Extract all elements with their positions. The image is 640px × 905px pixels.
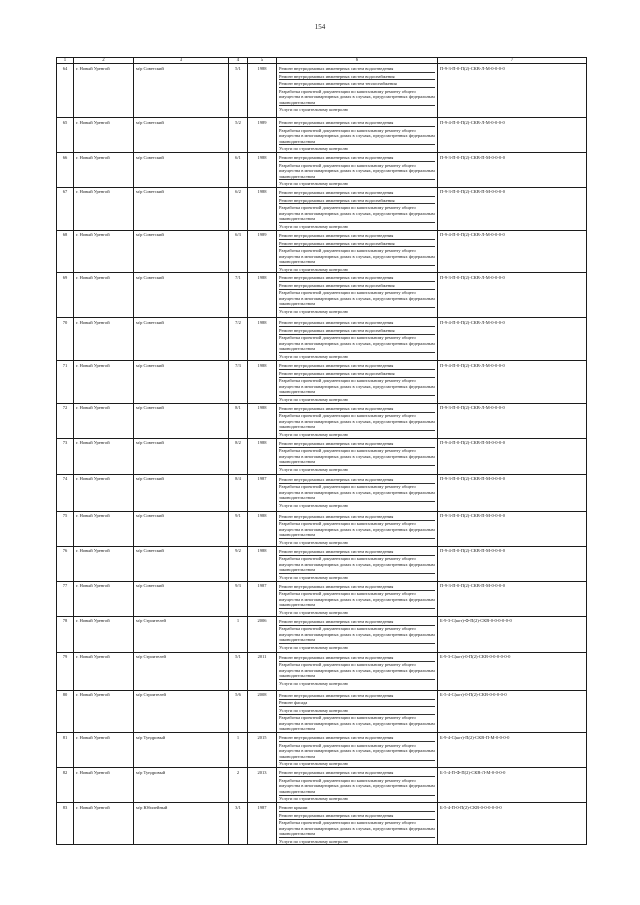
work-item: Ремонт внутридомовых инженерных систем водоотведения	[279, 618, 435, 625]
district-cell: м/р Строителей	[134, 690, 229, 732]
work-item: Ремонт внутридомовых инженерных систем водоотведения	[279, 66, 435, 73]
table-row	[57, 546, 587, 581]
page-number: 154	[314, 23, 326, 31]
work-item: Разработка проектной документации по капитальному ремонту общего имущества в многоквартирных домах в случаях, предусмотренных федеральным законодательством	[279, 448, 435, 465]
row-number: 76	[57, 546, 74, 581]
district-cell: м/р Советский	[134, 511, 229, 546]
district-cell: м/р Советский	[134, 187, 229, 230]
work-item: Разработка проектной документации по капитальному ремонту общего имущества в многоквартирных домах в случаях, предусмотренных федеральным законодательством	[279, 662, 435, 679]
works-cell	[277, 733, 438, 768]
register-table	[56, 57, 587, 845]
work-item: Ремонт внутридомовых инженерных систем водоотведения	[279, 363, 435, 370]
city-cell: г. Новый Уренгой	[74, 803, 134, 845]
work-item: Услуги по строительному контролю	[279, 838, 348, 844]
work-item: Ремонт внутридомовых инженерных систем водоотведения	[279, 232, 435, 239]
row-number: 80	[57, 690, 74, 732]
object-code: П-9-4-П-0-П(2)-СКВ-Л-М-0-0-0-0	[438, 118, 587, 153]
city-cell: г. Новый Уренгой	[74, 474, 134, 511]
works-cell	[277, 768, 438, 803]
city-cell: г. Новый Уренгой	[74, 616, 134, 652]
works-cell	[277, 511, 438, 546]
work-item: Услуги по строительному контролю	[279, 353, 348, 359]
works-cell	[277, 118, 438, 153]
table-row	[57, 118, 587, 153]
year-cell: 1988	[248, 403, 277, 438]
row-number: 77	[57, 581, 74, 616]
district-cell: м/р Советский	[134, 230, 229, 272]
year-cell: 1988	[248, 153, 277, 188]
table-row	[57, 403, 587, 438]
object-code: Б-9-3-С(кот)-0-П(2)-СКВ-0-0-0-0-0-0	[438, 652, 587, 690]
district-cell: м/р Советский	[134, 581, 229, 616]
row-number: 78	[57, 616, 74, 652]
work-item: Разработка проектной документации по капитальному ремонту общего имущества в многоквартирных домах в случаях, предусмотренных федеральным законодательством	[279, 248, 435, 265]
work-item: Разработка проектной документации по капитальному ремонту общего имущества в многоквартирных домах в случаях, предусмотренных федеральным законодательством	[279, 88, 435, 105]
year-cell: 1989	[248, 118, 277, 153]
work-item: Разработка проектной документации по капитальному ремонту общего имущества в многоквартирных домах в случаях, предусмотренных федеральным законодательством	[279, 378, 435, 395]
year-cell: 2011	[248, 652, 277, 690]
work-item: Услуги по строительному контролю	[279, 181, 348, 187]
row-number: 82	[57, 768, 74, 803]
works-cell	[277, 438, 438, 474]
work-item: Ремонт внутридомовых инженерных систем водоотведения	[279, 692, 435, 699]
work-item: Ремонт внутридомовых инженерных систем водоснабжения	[279, 197, 435, 204]
object-code: П-9-4-П-0-П(2)-СКВ-Л-М-0-0-0-0	[438, 361, 587, 403]
work-item: Услуги по строительному контролю	[279, 761, 348, 767]
table-row	[57, 690, 587, 732]
work-item: Ремонт внутридомовых инженерных систем водоотведения	[279, 513, 435, 520]
work-item: Услуги по строительному контролю	[279, 680, 348, 686]
work-item: Разработка проектной документации по капитальному ремонту общего имущества в многоквартирных домах в случаях, предусмотренных федеральным законодательством	[279, 591, 435, 608]
year-cell: 1988	[248, 361, 277, 403]
district-cell: м/р Советский	[134, 403, 229, 438]
work-item: Ремонт внутридомовых инженерных систем водоотведения	[279, 812, 435, 819]
work-item: Услуги по строительному контролю	[279, 107, 348, 113]
year-cell: 1987	[248, 474, 277, 511]
row-number: 74	[57, 474, 74, 511]
object-code: П-9-3-П-0-П(2)-СКВ-П-М-0-0-0-0	[438, 187, 587, 230]
row-number: 72	[57, 403, 74, 438]
object-code: П-9-4-П-0-П(2)-СКВ-П-М-0-0-0-0	[438, 546, 587, 581]
city-cell: г. Новый Уренгой	[74, 733, 134, 768]
city-cell: г. Новый Уренгой	[74, 273, 134, 318]
row-number: 79	[57, 652, 74, 690]
house-number-cell: 1	[229, 733, 248, 768]
work-item: Разработка проектной документации по капитальному ремонту общего имущества в многоквартирных домах в случаях, предусмотренных федеральным законодательством	[279, 335, 435, 352]
house-number-cell: 1	[229, 616, 248, 652]
work-item: Ремонт фасада	[279, 700, 435, 707]
district-cell: м/р Советский	[134, 118, 229, 153]
object-code: П-9-3-П-0-П(2)-СКВ-Л-М-0-0-0-0	[438, 403, 587, 438]
table-row	[57, 230, 587, 272]
work-item: Ремонт внутридомовых инженерных систем водоотведения	[279, 476, 435, 483]
column-number: 4	[229, 58, 248, 64]
work-item: Разработка проектной документации по капитальному ремонту общего имущества в многоквартирных домах в случаях, предусмотренных федеральным законодательством	[279, 820, 435, 837]
house-number-cell: 8/4	[229, 474, 248, 511]
object-code: П-9-3-П-0-П(2)-СКВ-П-М-0-0-0-0	[438, 581, 587, 616]
table-row	[57, 273, 587, 318]
column-number: 3	[134, 58, 229, 64]
district-cell: м/р Юбилейный	[134, 803, 229, 845]
work-item: Услуги по строительному контролю	[279, 431, 348, 437]
work-item: Ремонт внутридомовых инженерных систем водоснабжения	[279, 327, 435, 334]
house-number-cell: 6/1	[229, 153, 248, 188]
district-cell: м/р Советский	[134, 438, 229, 474]
table-row	[57, 733, 587, 768]
district-cell: м/р Строителей	[134, 652, 229, 690]
year-cell: 1987	[248, 803, 277, 845]
house-number-cell: 9/3	[229, 581, 248, 616]
work-item: Услуги по строительному контролю	[279, 574, 348, 580]
object-code: Б-5-4-П-0-П(2)-СКВ-0-0-0-0-0-0	[438, 803, 587, 845]
table-row	[57, 318, 587, 361]
object-code: П-9-3-П-0-П(2)-СКВ-П-М-0-0-0-0	[438, 153, 587, 188]
year-cell: 1987	[248, 581, 277, 616]
city-cell: г. Новый Уренгой	[74, 438, 134, 474]
row-number: 67	[57, 187, 74, 230]
house-number-cell: 8/1	[229, 403, 248, 438]
work-item: Разработка проектной документации по капитальному ремонту общего имущества в многоквартирных домах в случаях, предусмотренных федеральным законодательством	[279, 162, 435, 179]
work-item: Разработка проектной документации по капитальному ремонту общего имущества в многоквартирных домах в случаях, предусмотренных федеральным законодательством	[279, 205, 435, 222]
work-item: Разработка проектной документации по капитальному ремонту общего имущества в многоквартирных домах в случаях, предусмотренных федеральным законодательством	[279, 777, 435, 794]
work-item: Ремонт внутридомовых инженерных систем водоснабжения	[279, 73, 435, 80]
works-cell	[277, 474, 438, 511]
work-item: Услуги по строительному контролю	[279, 308, 348, 314]
row-number: 83	[57, 803, 74, 845]
city-cell: г. Новый Уренгой	[74, 230, 134, 272]
works-cell	[277, 153, 438, 188]
object-code: П-9-4-П-0-П(2)-СКВ-Л-М-0-0-0-0	[438, 230, 587, 272]
work-item: Услуги по строительному контролю	[279, 146, 348, 152]
table-row	[57, 616, 587, 652]
row-number: 81	[57, 733, 74, 768]
work-item: Ремонт внутридомовых инженерных систем водоотведения	[279, 405, 435, 412]
work-item: Ремонт внутридомовых инженерных систем водоотведения	[279, 275, 435, 282]
district-cell: м/р Советский	[134, 318, 229, 361]
district-cell: м/р Советский	[134, 361, 229, 403]
year-cell: 1988	[248, 546, 277, 581]
work-item: Ремонт внутридомовых инженерных систем водоотведения	[279, 735, 435, 742]
work-item: Услуги по строительному контролю	[279, 396, 348, 402]
work-item: Услуги по строительному контролю	[279, 796, 348, 802]
year-cell: 2013	[248, 768, 277, 803]
works-cell	[277, 361, 438, 403]
object-code: Б-5-4-П-Ф-П(2)-СКВ-Л-М-0-0-0-0	[438, 768, 587, 803]
year-cell: 2006	[248, 616, 277, 652]
work-item: Услуги по строительному контролю	[279, 223, 348, 229]
district-cell: м/р Советский	[134, 64, 229, 118]
city-cell: г. Новый Уренгой	[74, 403, 134, 438]
table-row	[57, 64, 587, 118]
house-number-cell: 5/1	[229, 64, 248, 118]
object-code: Б-9-3-С(кот)-Ф-П(2)-СКВ-0-0-0-0-0-0	[438, 616, 587, 652]
object-code: Б-5-4-С(кот)-0-П(2)-СКВ-0-0-0-0-0	[438, 690, 587, 732]
row-number: 69	[57, 273, 74, 318]
work-item: Услуги по строительному контролю	[279, 466, 348, 472]
work-item: Разработка проектной документации по капитальному ремонту общего имущества в многоквартирных домах в случаях, предусмотренных федеральным законодательством	[279, 484, 435, 501]
city-cell: г. Новый Уренгой	[74, 64, 134, 118]
work-item: Ремонт внутридомовых инженерных систем водоотведения	[279, 770, 435, 777]
district-cell: м/р Тундровый	[134, 768, 229, 803]
work-item: Ремонт внутридомовых инженерных систем водоснабжения	[279, 370, 435, 377]
work-item: Ремонт внутридомовых инженерных систем водоотведения	[279, 155, 435, 162]
house-number-cell: 6/3	[229, 230, 248, 272]
city-cell: г. Новый Уренгой	[74, 652, 134, 690]
table-row	[57, 511, 587, 546]
object-code: Б-9-4-С(кот)-П(2)-СКВ-П-М-0-0-0-0	[438, 733, 587, 768]
work-item: Услуги по строительному контролю	[279, 609, 348, 615]
work-item: Ремонт внутридомовых инженерных систем водоотведения	[279, 583, 435, 590]
object-code: П-9-3-П-0-П(2)-СКВ-П-М-0-0-0-0	[438, 511, 587, 546]
object-code: П-9-3-П-0-П(2)-СКВ-Л-М-0-0-0-0	[438, 64, 587, 118]
row-number: 70	[57, 318, 74, 361]
year-cell: 1988	[248, 187, 277, 230]
district-cell: м/р Советский	[134, 273, 229, 318]
district-cell: м/р Советский	[134, 546, 229, 581]
object-code: П-9-3-П-0-П(2)-СКВ-П-М-0-0-0-0	[438, 474, 587, 511]
table-row	[57, 187, 587, 230]
table-row	[57, 768, 587, 803]
column-number: 5	[248, 58, 277, 64]
row-number: 64	[57, 64, 74, 118]
district-cell: м/р Советский	[134, 153, 229, 188]
works-cell	[277, 318, 438, 361]
work-item: Услуги по строительному контролю	[279, 644, 348, 650]
works-cell	[277, 187, 438, 230]
work-item: Услуги по строительному контролю	[279, 707, 435, 714]
year-cell: 1988	[248, 438, 277, 474]
table-row	[57, 438, 587, 474]
works-cell	[277, 546, 438, 581]
table-row	[57, 474, 587, 511]
city-cell: г. Новый Уренгой	[74, 153, 134, 188]
work-item: Разработка проектной документации по капитальному ремонту общего имущества в многоквартирных домах в случаях, предусмотренных федеральным законодательством	[279, 626, 435, 643]
row-number: 65	[57, 118, 74, 153]
house-number-cell: 5/6	[229, 690, 248, 732]
column-number: 2	[74, 58, 134, 64]
year-cell: 1988	[248, 64, 277, 118]
house-number-cell: 9/2	[229, 546, 248, 581]
column-number: 7	[438, 58, 587, 64]
works-cell	[277, 803, 438, 845]
city-cell: г. Новый Уренгой	[74, 511, 134, 546]
district-cell: м/р Советский	[134, 474, 229, 511]
work-item: Ремонт внутридомовых инженерных систем водоотведения	[279, 189, 435, 196]
row-number: 75	[57, 511, 74, 546]
object-code: П-9-4-П-0-П(2)-СКВ-Л-М-0-0-0-0	[438, 318, 587, 361]
district-cell: м/р Тундровый	[134, 733, 229, 768]
year-cell: 2008	[248, 690, 277, 732]
works-cell	[277, 690, 438, 732]
city-cell: г. Новый Уренгой	[74, 581, 134, 616]
works-cell	[277, 230, 438, 272]
city-cell: г. Новый Уренгой	[74, 361, 134, 403]
works-cell	[277, 273, 438, 318]
year-cell: 2015	[248, 733, 277, 768]
work-item: Разработка проектной документации по капитальному ремонту общего имущества в многоквартирных домах в случаях, предусмотренных федеральным законодательством	[279, 742, 435, 759]
table-row	[57, 803, 587, 845]
column-number: 6	[277, 58, 438, 64]
city-cell: г. Новый Уренгой	[74, 118, 134, 153]
house-number-cell: 9/1	[229, 511, 248, 546]
work-item: Ремонт внутридомовых инженерных систем водоснабжения	[279, 240, 435, 247]
house-number-cell: 7/3	[229, 361, 248, 403]
work-item: Услуги по строительному контролю	[279, 266, 348, 272]
city-cell: г. Новый Уренгой	[74, 768, 134, 803]
work-item: Услуги по строительному контролю	[279, 539, 348, 545]
city-cell: г. Новый Уренгой	[74, 318, 134, 361]
district-cell: м/р Строителей	[134, 616, 229, 652]
object-code: П-9-3-П-0-П(2)-СКВ-Л-М-0-0-0-0	[438, 273, 587, 318]
work-item: Разработка проектной документации по капитальному ремонту общего имущества в многоквартирных домах в случаях, предусмотренных федеральным законодательством	[279, 521, 435, 538]
object-code: П-9-4-П-0-П(2)-СКВ-П-М-0-0-0-0	[438, 438, 587, 474]
work-item: Ремонт внутридомовых инженерных систем водоотведения	[279, 548, 435, 555]
house-number-cell: 5/1	[229, 652, 248, 690]
works-cell	[277, 616, 438, 652]
works-cell	[277, 403, 438, 438]
year-cell: 1988	[248, 318, 277, 361]
works-cell	[277, 652, 438, 690]
row-number: 73	[57, 438, 74, 474]
house-number-cell: 8/2	[229, 438, 248, 474]
work-item: Ремонт внутридомовых инженерных систем водоотведения	[279, 440, 435, 447]
work-item: Ремонт внутридомовых инженерных систем теплоснабжения	[279, 80, 435, 87]
row-number: 68	[57, 230, 74, 272]
works-cell	[277, 64, 438, 118]
work-item: Ремонт крыши	[279, 805, 435, 812]
year-cell: 1989	[248, 230, 277, 272]
house-number-cell: 3/1	[229, 803, 248, 845]
column-number: 1	[57, 58, 74, 64]
row-number: 66	[57, 153, 74, 188]
house-number-cell: 2	[229, 768, 248, 803]
house-number-cell: 7/1	[229, 273, 248, 318]
house-number-cell: 5/2	[229, 118, 248, 153]
city-cell: г. Новый Уренгой	[74, 690, 134, 732]
table-row	[57, 652, 587, 690]
house-number-cell: 6/2	[229, 187, 248, 230]
table-row	[57, 581, 587, 616]
work-item: Ремонт внутридомовых инженерных систем водоотведения	[279, 654, 435, 661]
work-item: Ремонт внутридомовых инженерных систем водоснабжения	[279, 282, 435, 289]
year-cell: 1988	[248, 511, 277, 546]
house-number-cell: 7/2	[229, 318, 248, 361]
row-number: 71	[57, 361, 74, 403]
work-item: Разработка проектной документации по капитальному ремонту общего имущества в многоквартирных домах в случаях, предусмотренных федеральным законодательством	[279, 715, 435, 732]
work-item: Разработка проектной документации по капитальному ремонту общего имущества в многоквартирных домах в случаях, предусмотренных федеральным законодательством	[279, 127, 435, 144]
table-row	[57, 361, 587, 403]
work-item: Разработка проектной документации по капитальному ремонту общего имущества в многоквартирных домах в случаях, предусмотренных федеральным законодательством	[279, 556, 435, 573]
work-item: Услуги по строительному контролю	[279, 502, 348, 508]
works-cell	[277, 581, 438, 616]
city-cell: г. Новый Уренгой	[74, 187, 134, 230]
work-item: Ремонт внутридомовых инженерных систем водоотведения	[279, 320, 435, 327]
table-row	[57, 153, 587, 188]
work-item: Разработка проектной документации по капитальному ремонту общего имущества в многоквартирных домах в случаях, предусмотренных федеральным законодательством	[279, 413, 435, 430]
register-body	[57, 64, 587, 845]
work-item: Разработка проектной документации по капитальному ремонту общего имущества в многоквартирных домах в случаях, предусмотренных федеральным законодательством	[279, 290, 435, 307]
work-item: Ремонт внутридомовых инженерных систем водоотведения	[279, 120, 435, 127]
city-cell: г. Новый Уренгой	[74, 546, 134, 581]
year-cell: 1988	[248, 273, 277, 318]
